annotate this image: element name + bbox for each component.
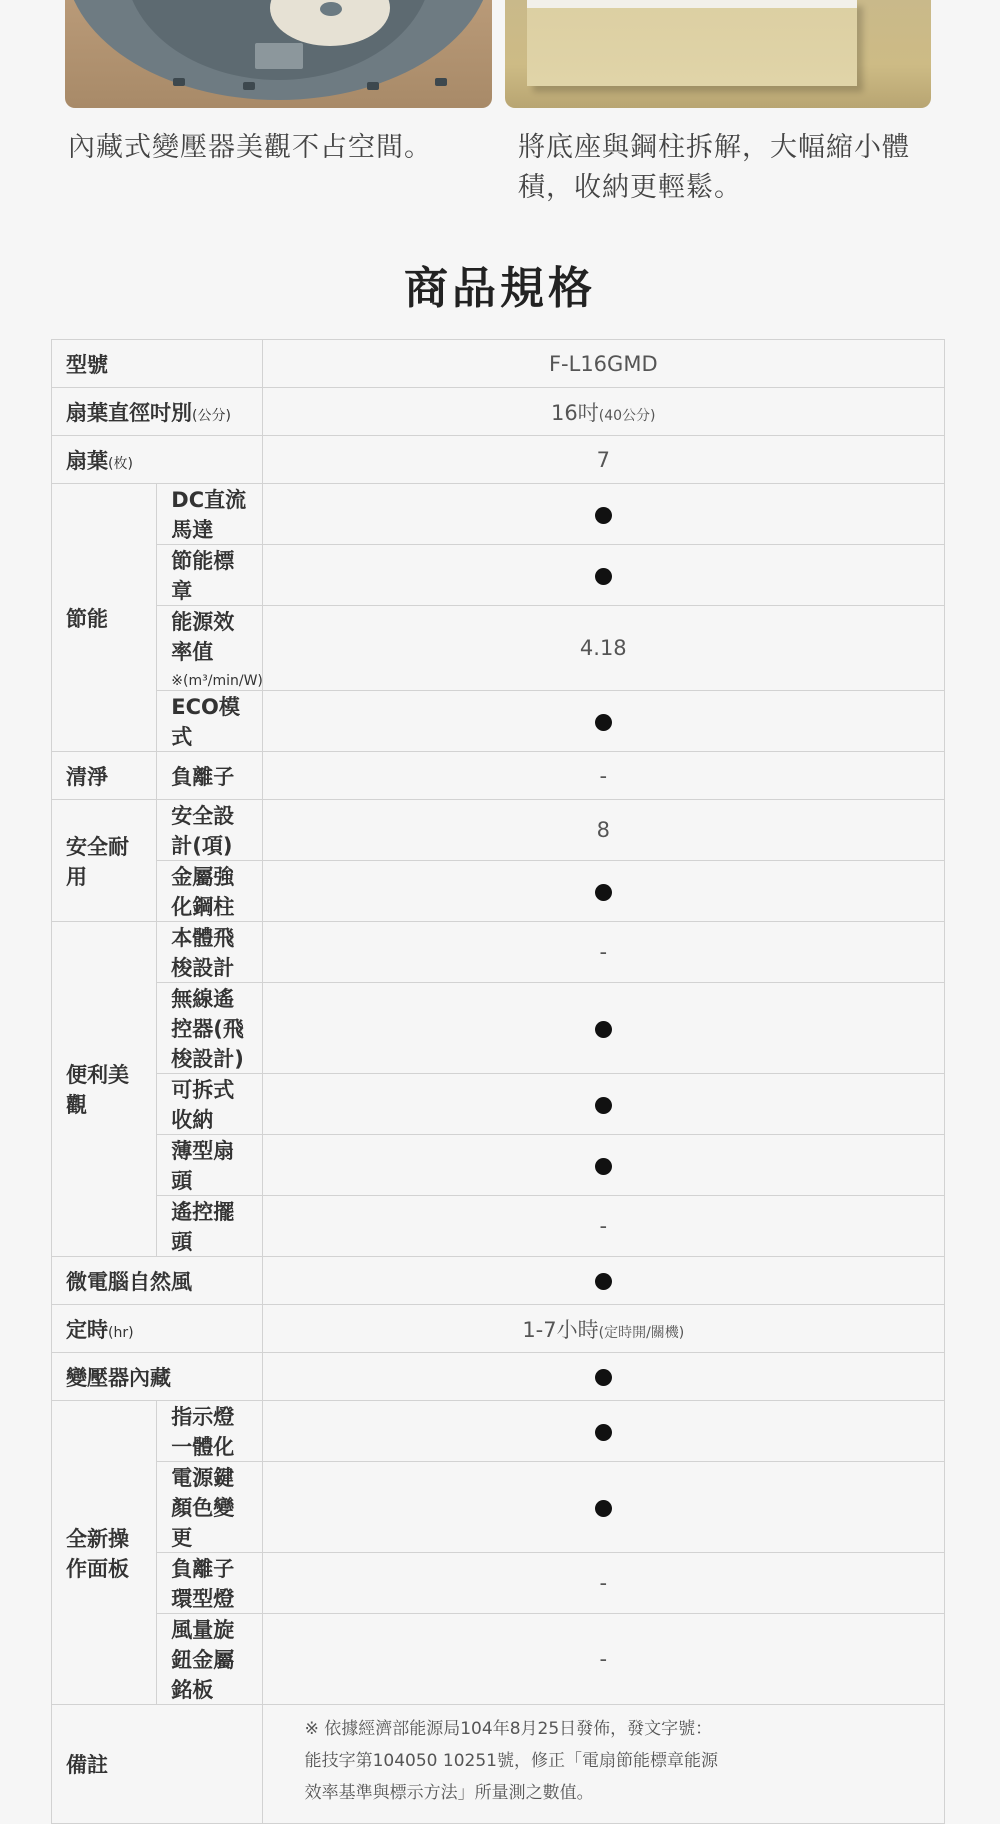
group-label: 安全耐用 (52, 800, 157, 922)
row-label: 電源鍵顏色變更 (157, 1462, 262, 1553)
table-row (52, 1614, 945, 1705)
filled-circle-icon (595, 1021, 612, 1038)
table-row (52, 606, 945, 691)
table-row (52, 1257, 945, 1305)
row-label (157, 606, 262, 691)
row-label: 遙控擺頭 (157, 1196, 262, 1257)
row-label (52, 388, 263, 436)
row-value: F-L16GMD (262, 340, 944, 388)
filled-circle-icon (595, 507, 612, 524)
row-label: 薄型扇頭 (157, 1135, 262, 1196)
table-row (52, 1353, 945, 1401)
label-unit: (公分) (192, 407, 231, 424)
row-label: ECO模式 (157, 691, 262, 752)
row-label: 負離子 (157, 752, 262, 800)
table-row (52, 1305, 945, 1353)
table-row (52, 861, 945, 922)
filled-circle-icon (595, 1369, 612, 1386)
note-line: 效率基準與標示方法」所量測之數值。 (304, 1783, 594, 1803)
label-unit: (hr) (108, 1324, 134, 1341)
table-row (52, 388, 945, 436)
table-row (52, 1196, 945, 1257)
row-value (262, 484, 944, 545)
table-row (52, 484, 945, 545)
fan-base-label (255, 43, 303, 69)
row-value (262, 983, 944, 1074)
row-value (262, 1462, 944, 1553)
remarks-note (262, 1705, 944, 1824)
spec-title: 商品規格 (404, 263, 596, 314)
row-label: 無線遙控器(飛梭設計) (157, 983, 262, 1074)
row-label (52, 340, 263, 388)
table-row (52, 436, 945, 484)
filled-circle-icon (595, 568, 612, 585)
caption-right: 將底座與鋼柱拆解，大幅縮小體積，收納更輕鬆。 (518, 132, 910, 203)
transformer-photo (65, 0, 492, 108)
row-value (262, 388, 944, 436)
row-label: 備註 (52, 1705, 263, 1824)
filled-circle-icon (595, 1158, 612, 1175)
label-unit: (枚) (108, 455, 133, 472)
box-rod (527, 0, 857, 8)
value-unit: (40公分) (598, 407, 656, 424)
row-label: 微電腦自然風 (52, 1257, 263, 1305)
table-row (52, 1553, 945, 1614)
filled-circle-icon (595, 884, 612, 901)
row-label (52, 436, 263, 484)
row-label: 變壓器內藏 (52, 1353, 263, 1401)
filled-circle-icon (595, 1500, 612, 1517)
row-value (262, 1305, 944, 1353)
row-value: - (262, 752, 944, 800)
row-value: 8 (262, 800, 944, 861)
table-row (52, 545, 945, 606)
value-text: 16吋 (551, 400, 599, 425)
row-value (262, 545, 944, 606)
row-label: 風量旋鈕金屬銘板 (157, 1614, 262, 1705)
label-text: 扇葉 (66, 448, 108, 473)
table-row (52, 1401, 945, 1462)
note-line: 能技字第104050 10251號，修正「電扇節能標章能源 (304, 1751, 718, 1771)
table-row (52, 1705, 945, 1824)
label-text: 扇葉直徑吋別 (66, 400, 192, 425)
row-value (262, 691, 944, 752)
filled-circle-icon (595, 1097, 612, 1114)
row-value: - (262, 1553, 944, 1614)
row-label: 節能標章 (157, 545, 262, 606)
filled-circle-icon (595, 1424, 612, 1441)
table-row (52, 340, 945, 388)
row-value (262, 861, 944, 922)
label-text: 型號 (66, 352, 108, 377)
table-row (52, 800, 945, 861)
fan-foot (435, 78, 447, 86)
row-label: 安全設計(項) (157, 800, 262, 861)
filled-circle-icon (595, 714, 612, 731)
group-label: 節能 (52, 484, 157, 752)
row-value (262, 1401, 944, 1462)
row-label: 負離子環型燈 (157, 1553, 262, 1614)
row-value: - (262, 922, 944, 983)
table-row (52, 691, 945, 752)
value-text: 1-7小時 (522, 1317, 599, 1342)
fan-foot (243, 82, 255, 90)
row-label: 指示燈一體化 (157, 1401, 262, 1462)
row-value (262, 1353, 944, 1401)
label-unit: ※(m³/min/W) (171, 673, 263, 689)
row-value (262, 1257, 944, 1305)
row-label: DC直流馬達 (157, 484, 262, 545)
table-row (52, 752, 945, 800)
row-value (262, 1074, 944, 1135)
storage-box-photo (505, 0, 931, 108)
value-unit: (定時開/關機) (598, 1324, 685, 1341)
group-label: 便利美觀 (52, 922, 157, 1257)
table-row (52, 1074, 945, 1135)
spec-table (51, 339, 945, 1824)
caption-left: 內藏式變壓器美觀不占空間。 (68, 132, 432, 163)
group-label: 清淨 (52, 752, 157, 800)
fan-foot (173, 78, 185, 86)
row-value (262, 1135, 944, 1196)
fan-foot (367, 82, 379, 90)
row-value: - (262, 1614, 944, 1705)
filled-circle-icon (595, 1273, 612, 1290)
row-label: 本體飛梭設計 (157, 922, 262, 983)
row-label: 可拆式收納 (157, 1074, 262, 1135)
table-row (52, 1135, 945, 1196)
group-label: 全新操作面板 (52, 1401, 157, 1705)
note-line: ※ 依據經濟部能源局104年8月25日發佈，發文字號： (304, 1719, 713, 1739)
label-text: 定時 (66, 1317, 108, 1342)
fan-base-hub (320, 2, 342, 16)
table-row (52, 983, 945, 1074)
row-label: 金屬強化鋼柱 (157, 861, 262, 922)
row-value: 4.18 (262, 606, 944, 691)
label-text: 能源效率值 (171, 610, 235, 664)
box-image (527, 0, 857, 86)
row-value: - (262, 1196, 944, 1257)
table-row (52, 922, 945, 983)
row-value: 7 (262, 436, 944, 484)
table-row (52, 1462, 945, 1553)
row-label (52, 1305, 263, 1353)
